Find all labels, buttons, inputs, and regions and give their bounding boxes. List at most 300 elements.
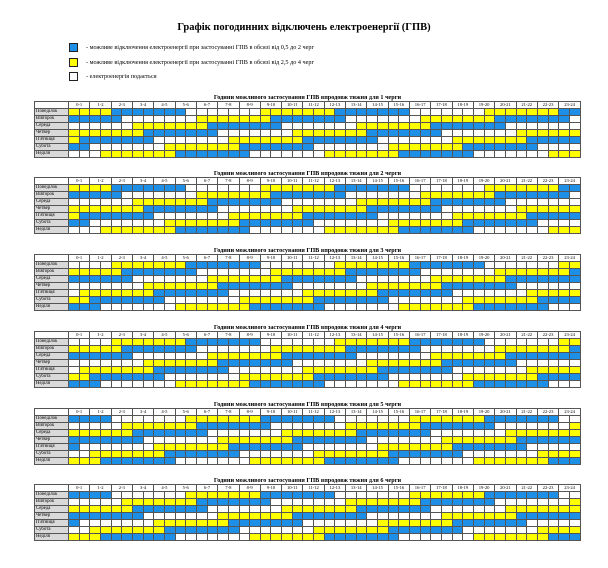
hour-header: 15-16 bbox=[388, 178, 409, 185]
half-hour-cell bbox=[346, 339, 357, 346]
half-hour-cell bbox=[356, 151, 367, 158]
half-hour-cell bbox=[303, 506, 314, 513]
half-hour-cell bbox=[122, 527, 133, 534]
half-hour-cell bbox=[378, 506, 389, 513]
half-hour-cell bbox=[346, 423, 357, 430]
half-hour-cell bbox=[505, 130, 516, 137]
half-hour-cell bbox=[303, 381, 314, 388]
half-hour-cell bbox=[282, 144, 293, 151]
half-hour-cell bbox=[388, 367, 399, 374]
half-hour-cell bbox=[218, 290, 229, 297]
half-hour-cell bbox=[378, 423, 389, 430]
half-hour-cell bbox=[537, 144, 548, 151]
half-hour-cell bbox=[452, 423, 463, 430]
half-hour-cell bbox=[452, 116, 463, 123]
hour-header: 9-10 bbox=[260, 102, 281, 109]
half-hour-cell bbox=[143, 276, 154, 283]
half-hour-cell bbox=[356, 185, 367, 192]
hour-header: 15-16 bbox=[388, 485, 409, 492]
half-hour-cell bbox=[271, 290, 282, 297]
half-hour-cell bbox=[559, 339, 570, 346]
half-hour-cell bbox=[410, 276, 421, 283]
half-hour-cell bbox=[132, 430, 143, 437]
half-hour-cell bbox=[282, 381, 293, 388]
half-hour-cell bbox=[239, 444, 250, 451]
grid-title: Години можливого застосування ГПВ впродовж тижня для 2 черги bbox=[213, 170, 402, 177]
half-hour-cell bbox=[537, 423, 548, 430]
half-hour-cell bbox=[463, 290, 474, 297]
half-hour-cell bbox=[282, 185, 293, 192]
half-hour-cell bbox=[111, 116, 122, 123]
half-hour-cell bbox=[473, 290, 484, 297]
half-hour-cell bbox=[90, 304, 101, 311]
half-hour-cell bbox=[452, 144, 463, 151]
half-hour-cell bbox=[239, 283, 250, 290]
half-hour-cell bbox=[218, 367, 229, 374]
half-hour-cell bbox=[441, 290, 452, 297]
half-hour-cell bbox=[250, 492, 261, 499]
half-hour-cell bbox=[484, 346, 495, 353]
half-hour-cell bbox=[122, 290, 133, 297]
half-hour-cell bbox=[314, 353, 325, 360]
half-hour-cell bbox=[367, 513, 378, 520]
half-hour-cell bbox=[164, 381, 175, 388]
half-hour-cell bbox=[335, 123, 346, 130]
half-hour-cell bbox=[378, 213, 389, 220]
half-hour-cell bbox=[388, 451, 399, 458]
schedule-table bbox=[34, 254, 581, 311]
half-hour-cell bbox=[505, 185, 516, 192]
half-hour-cell bbox=[463, 416, 474, 423]
half-hour-cell bbox=[154, 346, 165, 353]
half-hour-cell bbox=[452, 444, 463, 451]
half-hour-cell bbox=[292, 458, 303, 465]
half-hour-cell bbox=[154, 527, 165, 534]
half-hour-cell bbox=[516, 374, 527, 381]
half-hour-cell bbox=[69, 297, 80, 304]
half-hour-cell bbox=[250, 220, 261, 227]
half-hour-cell bbox=[250, 499, 261, 506]
half-hour-cell bbox=[90, 206, 101, 213]
half-hour-cell bbox=[559, 367, 570, 374]
half-hour-cell bbox=[452, 290, 463, 297]
half-hour-cell bbox=[239, 360, 250, 367]
half-hour-cell bbox=[292, 437, 303, 444]
half-hour-cell bbox=[420, 499, 431, 506]
half-hour-cell bbox=[484, 444, 495, 451]
half-hour-cell bbox=[260, 437, 271, 444]
half-hour-cell bbox=[175, 534, 186, 541]
half-hour-cell bbox=[154, 220, 165, 227]
half-hour-cell bbox=[527, 206, 538, 213]
half-hour-cell bbox=[569, 451, 580, 458]
half-hour-cell bbox=[495, 520, 506, 527]
half-hour-cell bbox=[420, 492, 431, 499]
half-hour-cell bbox=[69, 206, 80, 213]
half-hour-cell bbox=[164, 137, 175, 144]
half-hour-cell bbox=[122, 220, 133, 227]
half-hour-cell bbox=[154, 444, 165, 451]
half-hour-cell bbox=[79, 346, 90, 353]
half-hour-cell bbox=[79, 137, 90, 144]
half-hour-cell bbox=[79, 527, 90, 534]
half-hour-cell bbox=[207, 451, 218, 458]
half-hour-cell bbox=[441, 534, 452, 541]
half-hour-cell bbox=[537, 276, 548, 283]
half-hour-cell bbox=[196, 492, 207, 499]
half-hour-cell bbox=[69, 513, 80, 520]
half-hour-cell bbox=[239, 339, 250, 346]
half-hour-cell bbox=[175, 290, 186, 297]
half-hour-cell bbox=[367, 346, 378, 353]
half-hour-cell bbox=[303, 416, 314, 423]
half-hour-cell bbox=[452, 220, 463, 227]
half-hour-cell bbox=[537, 520, 548, 527]
half-hour-cell bbox=[100, 374, 111, 381]
half-hour-cell bbox=[484, 130, 495, 137]
half-hour-cell bbox=[346, 444, 357, 451]
half-hour-cell bbox=[410, 130, 421, 137]
half-hour-cell bbox=[484, 290, 495, 297]
half-hour-cell bbox=[388, 520, 399, 527]
half-hour-cell bbox=[143, 367, 154, 374]
half-hour-cell bbox=[282, 492, 293, 499]
half-hour-cell bbox=[516, 137, 527, 144]
half-hour-cell bbox=[143, 346, 154, 353]
half-hour-cell bbox=[239, 199, 250, 206]
half-hour-cell bbox=[239, 297, 250, 304]
half-hour-cell bbox=[69, 416, 80, 423]
half-hour-cell bbox=[463, 283, 474, 290]
half-hour-cell bbox=[346, 451, 357, 458]
half-hour-cell bbox=[505, 527, 516, 534]
hour-header: 16-17 bbox=[410, 178, 431, 185]
half-hour-cell bbox=[207, 123, 218, 130]
half-hour-cell bbox=[495, 367, 506, 374]
half-hour-cell bbox=[143, 360, 154, 367]
half-hour-cell bbox=[346, 513, 357, 520]
header-row bbox=[35, 332, 581, 339]
half-hour-cell bbox=[559, 381, 570, 388]
half-hour-cell bbox=[218, 437, 229, 444]
hour-header: 23-24 bbox=[559, 178, 581, 185]
half-hour-cell bbox=[527, 297, 538, 304]
half-hour-cell bbox=[452, 297, 463, 304]
half-hour-cell bbox=[473, 276, 484, 283]
half-hour-cell bbox=[260, 534, 271, 541]
half-hour-cell bbox=[473, 520, 484, 527]
half-hour-cell bbox=[569, 520, 580, 527]
half-hour-cell bbox=[132, 213, 143, 220]
half-hour-cell bbox=[218, 423, 229, 430]
half-hour-cell bbox=[143, 123, 154, 130]
half-hour-cell bbox=[250, 506, 261, 513]
half-hour-cell bbox=[69, 227, 80, 234]
half-hour-cell bbox=[431, 353, 442, 360]
half-hour-cell bbox=[537, 458, 548, 465]
half-hour-cell bbox=[218, 304, 229, 311]
half-hour-cell bbox=[388, 374, 399, 381]
half-hour-cell bbox=[516, 381, 527, 388]
half-hour-cell bbox=[271, 137, 282, 144]
hour-header: 2-3 bbox=[111, 102, 132, 109]
half-hour-cell bbox=[239, 220, 250, 227]
half-hour-cell bbox=[239, 346, 250, 353]
half-hour-cell bbox=[452, 151, 463, 158]
half-hour-cell bbox=[303, 367, 314, 374]
half-hour-cell bbox=[441, 304, 452, 311]
legend-item-white bbox=[69, 70, 314, 83]
half-hour-cell bbox=[132, 144, 143, 151]
half-hour-cell bbox=[505, 444, 516, 451]
half-hour-cell bbox=[559, 220, 570, 227]
hour-header: 14-15 bbox=[367, 332, 388, 339]
day-label: Неділя bbox=[35, 304, 69, 311]
half-hour-cell bbox=[303, 492, 314, 499]
half-hour-cell bbox=[324, 192, 335, 199]
half-hour-cell bbox=[378, 185, 389, 192]
half-hour-cell bbox=[250, 199, 261, 206]
half-hour-cell bbox=[122, 116, 133, 123]
half-hour-cell bbox=[250, 283, 261, 290]
half-hour-cell bbox=[346, 213, 357, 220]
hour-header: 20-21 bbox=[495, 255, 516, 262]
half-hour-cell bbox=[79, 213, 90, 220]
half-hour-cell bbox=[196, 151, 207, 158]
half-hour-cell bbox=[271, 520, 282, 527]
half-hour-cell bbox=[100, 423, 111, 430]
half-hour-cell bbox=[196, 360, 207, 367]
half-hour-cell bbox=[335, 374, 346, 381]
half-hour-cell bbox=[388, 206, 399, 213]
half-hour-cell bbox=[505, 353, 516, 360]
half-hour-cell bbox=[132, 367, 143, 374]
half-hour-cell bbox=[410, 109, 421, 116]
half-hour-cell bbox=[292, 367, 303, 374]
half-hour-cell bbox=[260, 206, 271, 213]
half-hour-cell bbox=[132, 360, 143, 367]
half-hour-cell bbox=[122, 346, 133, 353]
half-hour-cell bbox=[410, 339, 421, 346]
half-hour-cell bbox=[335, 527, 346, 534]
half-hour-cell bbox=[324, 458, 335, 465]
half-hour-cell bbox=[111, 499, 122, 506]
half-hour-cell bbox=[186, 381, 197, 388]
hour-header: 13-14 bbox=[346, 409, 367, 416]
half-hour-cell bbox=[452, 416, 463, 423]
half-hour-cell bbox=[356, 346, 367, 353]
half-hour-cell bbox=[154, 374, 165, 381]
half-hour-cell bbox=[516, 360, 527, 367]
half-hour-cell bbox=[186, 451, 197, 458]
half-hour-cell bbox=[346, 353, 357, 360]
half-hour-cell bbox=[484, 381, 495, 388]
half-hour-cell bbox=[516, 444, 527, 451]
half-hour-cell bbox=[378, 360, 389, 367]
half-hour-cell bbox=[69, 262, 80, 269]
half-hour-cell bbox=[207, 220, 218, 227]
half-hour-cell bbox=[516, 185, 527, 192]
half-hour-cell bbox=[122, 416, 133, 423]
hour-header: 10-11 bbox=[282, 178, 303, 185]
half-hour-cell bbox=[122, 492, 133, 499]
day-label: Четвер bbox=[35, 360, 69, 367]
half-hour-cell bbox=[282, 339, 293, 346]
half-hour-cell bbox=[356, 283, 367, 290]
half-hour-cell bbox=[154, 116, 165, 123]
half-hour-cell bbox=[484, 220, 495, 227]
half-hour-cell bbox=[100, 304, 111, 311]
half-hour-cell bbox=[239, 130, 250, 137]
half-hour-cell bbox=[122, 144, 133, 151]
half-hour-cell bbox=[388, 444, 399, 451]
half-hour-cell bbox=[495, 137, 506, 144]
half-hour-cell bbox=[356, 527, 367, 534]
hour-header: 12-13 bbox=[324, 178, 345, 185]
half-hour-cell bbox=[378, 416, 389, 423]
half-hour-cell bbox=[537, 297, 548, 304]
half-hour-cell bbox=[569, 213, 580, 220]
day-row bbox=[35, 416, 581, 423]
hour-header: 16-17 bbox=[410, 485, 431, 492]
half-hour-cell bbox=[537, 346, 548, 353]
half-hour-cell bbox=[154, 430, 165, 437]
half-hour-cell bbox=[303, 123, 314, 130]
half-hour-cell bbox=[260, 262, 271, 269]
half-hour-cell bbox=[260, 353, 271, 360]
half-hour-cell bbox=[410, 458, 421, 465]
half-hour-cell bbox=[250, 381, 261, 388]
half-hour-cell bbox=[122, 339, 133, 346]
half-hour-cell bbox=[378, 269, 389, 276]
half-hour-cell bbox=[218, 206, 229, 213]
half-hour-cell bbox=[122, 269, 133, 276]
half-hour-cell bbox=[260, 527, 271, 534]
half-hour-cell bbox=[132, 199, 143, 206]
half-hour-cell bbox=[218, 520, 229, 527]
half-hour-cell bbox=[431, 269, 442, 276]
half-hour-cell bbox=[569, 151, 580, 158]
half-hour-cell bbox=[441, 269, 452, 276]
hour-header: 1-2 bbox=[90, 409, 111, 416]
hour-header: 14-15 bbox=[367, 255, 388, 262]
half-hour-cell bbox=[463, 374, 474, 381]
day-label: Вівторок bbox=[35, 346, 69, 353]
half-hour-cell bbox=[388, 499, 399, 506]
half-hour-cell bbox=[250, 430, 261, 437]
hour-header: 20-21 bbox=[495, 485, 516, 492]
half-hour-cell bbox=[282, 499, 293, 506]
day-row bbox=[35, 499, 581, 506]
half-hour-cell bbox=[569, 346, 580, 353]
half-hour-cell bbox=[367, 144, 378, 151]
hour-header: 9-10 bbox=[260, 332, 281, 339]
half-hour-cell bbox=[452, 130, 463, 137]
half-hour-cell bbox=[527, 109, 538, 116]
half-hour-cell bbox=[452, 269, 463, 276]
half-hour-cell bbox=[100, 109, 111, 116]
half-hour-cell bbox=[303, 374, 314, 381]
half-hour-cell bbox=[100, 360, 111, 367]
half-hour-cell bbox=[463, 360, 474, 367]
half-hour-cell bbox=[356, 262, 367, 269]
half-hour-cell bbox=[303, 116, 314, 123]
half-hour-cell bbox=[228, 506, 239, 513]
half-hour-cell bbox=[452, 367, 463, 374]
hour-header: 1-2 bbox=[90, 102, 111, 109]
half-hour-cell bbox=[559, 297, 570, 304]
half-hour-cell bbox=[537, 353, 548, 360]
half-hour-cell bbox=[441, 220, 452, 227]
half-hour-cell bbox=[303, 437, 314, 444]
half-hour-cell bbox=[410, 492, 421, 499]
yellow-swatch-icon bbox=[69, 58, 78, 67]
half-hour-cell bbox=[431, 416, 442, 423]
half-hour-cell bbox=[122, 353, 133, 360]
half-hour-cell bbox=[537, 416, 548, 423]
half-hour-cell bbox=[537, 339, 548, 346]
half-hour-cell bbox=[186, 506, 197, 513]
half-hour-cell bbox=[367, 109, 378, 116]
half-hour-cell bbox=[537, 492, 548, 499]
half-hour-cell bbox=[559, 527, 570, 534]
hour-header: 12-13 bbox=[324, 409, 345, 416]
half-hour-cell bbox=[367, 444, 378, 451]
half-hour-cell bbox=[495, 123, 506, 130]
half-hour-cell bbox=[143, 116, 154, 123]
half-hour-cell bbox=[282, 346, 293, 353]
half-hour-cell bbox=[452, 534, 463, 541]
half-hour-cell bbox=[537, 220, 548, 227]
half-hour-cell bbox=[346, 534, 357, 541]
half-hour-cell bbox=[431, 339, 442, 346]
half-hour-cell bbox=[410, 416, 421, 423]
half-hour-cell bbox=[186, 339, 197, 346]
day-label: Вівторок bbox=[35, 116, 69, 123]
half-hour-cell bbox=[537, 213, 548, 220]
half-hour-cell bbox=[346, 151, 357, 158]
half-hour-cell bbox=[292, 430, 303, 437]
half-hour-cell bbox=[260, 144, 271, 151]
half-hour-cell bbox=[548, 527, 559, 534]
half-hour-cell bbox=[335, 492, 346, 499]
half-hour-cell bbox=[324, 499, 335, 506]
half-hour-cell bbox=[228, 123, 239, 130]
half-hour-cell bbox=[154, 206, 165, 213]
half-hour-cell bbox=[569, 192, 580, 199]
half-hour-cell bbox=[346, 499, 357, 506]
half-hour-cell bbox=[399, 339, 410, 346]
half-hour-cell bbox=[228, 374, 239, 381]
half-hour-cell bbox=[569, 144, 580, 151]
half-hour-cell bbox=[356, 353, 367, 360]
half-hour-cell bbox=[79, 220, 90, 227]
half-hour-cell bbox=[303, 213, 314, 220]
half-hour-cell bbox=[495, 437, 506, 444]
half-hour-cell bbox=[335, 451, 346, 458]
half-hour-cell bbox=[516, 123, 527, 130]
half-hour-cell bbox=[175, 506, 186, 513]
half-hour-cell bbox=[516, 367, 527, 374]
half-hour-cell bbox=[527, 339, 538, 346]
half-hour-cell bbox=[431, 423, 442, 430]
half-hour-cell bbox=[346, 290, 357, 297]
half-hour-cell bbox=[228, 339, 239, 346]
hour-header: 19-20 bbox=[473, 409, 494, 416]
half-hour-cell bbox=[250, 367, 261, 374]
half-hour-cell bbox=[537, 506, 548, 513]
half-hour-cell bbox=[90, 458, 101, 465]
